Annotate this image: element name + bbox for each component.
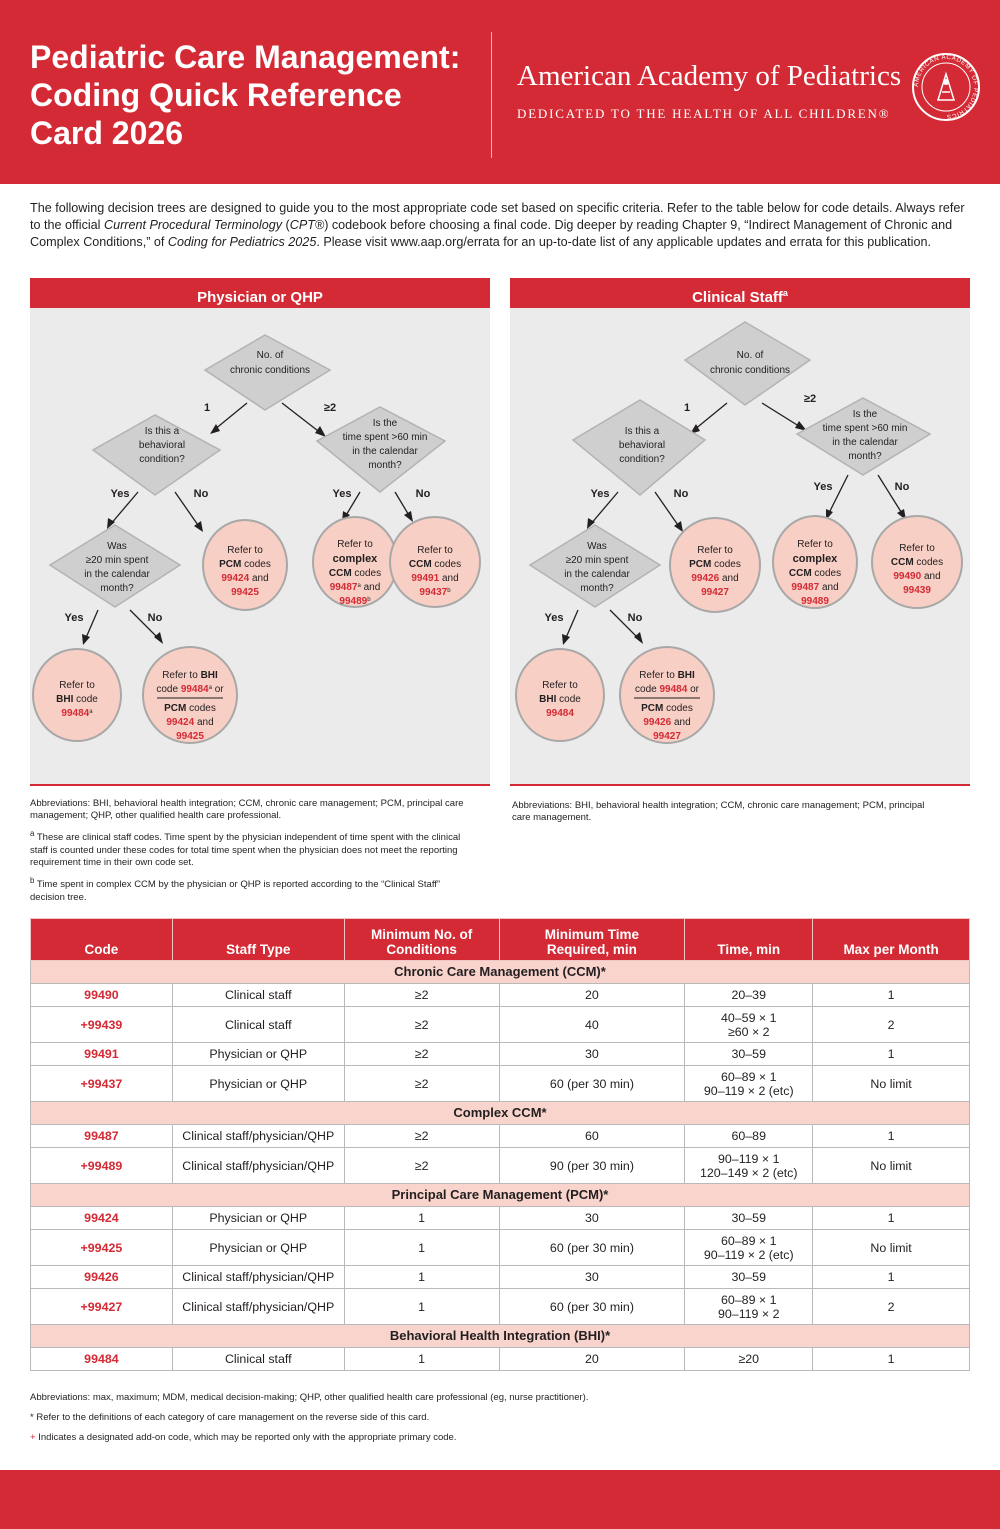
bhi-l3: 99484$^a$ [61, 708, 93, 719]
codes-table [30, 918, 970, 1371]
time60-label-2: time spent >60 min [822, 423, 908, 434]
time-line: 30–59 [731, 1211, 766, 1225]
code-cell: 99491 [31, 1043, 173, 1066]
min-conditions-cell: ≥2 [344, 1043, 499, 1066]
max-per-month-cell: 2 [813, 1289, 970, 1325]
pcm-l1: Refer to [697, 545, 733, 556]
diamond-time20 [530, 525, 660, 607]
time60-label-1: Is the [852, 409, 878, 420]
bhipcm-l3: PCM codes [641, 703, 693, 714]
complex-l5: 99489 [801, 596, 829, 607]
root-label-1: No. of [736, 350, 764, 361]
min-time-cell: 90 (per 30 min) [499, 1148, 685, 1184]
bhipcm-l3: PCM codes [164, 703, 216, 714]
max-per-month-cell: No limit [813, 1230, 970, 1266]
card-title: Pediatric Care Management: Coding Quick Reference Card 2026 [30, 39, 461, 151]
abbrev-note: Abbreviations: BHI, behavioral health integration; CCM, chronic care management; PCM, principal care management. [512, 800, 925, 824]
min-time-cell: 30 [499, 1043, 685, 1066]
col-header-code: Code [31, 919, 173, 961]
time-line: 60–89 × 1 [721, 1069, 777, 1084]
min-conditions-cell: 1 [344, 1348, 499, 1371]
code-cell: 99426 [31, 1266, 173, 1289]
code-cell: +99427 [31, 1289, 173, 1325]
complex-l3: CCM codes [328, 568, 382, 579]
svg-text:AMERICAN ACADEMY OF PEDIATRICS: AMERICAN ACADEMY OF PEDIATRICS [912, 53, 980, 121]
staff-type-cell: Clinical staff/physician/QHP [172, 1125, 344, 1148]
edge-root-to-behavioral [694, 403, 727, 430]
time-line: 30–59 [731, 1270, 766, 1284]
time-cell [685, 1348, 813, 1371]
arrowhead [315, 426, 326, 437]
complex-l1: Refer to [337, 539, 373, 550]
arrowhead [194, 521, 203, 532]
time-line: 90–119 × 2 (etc) [703, 1247, 794, 1262]
arrowhead [82, 634, 90, 645]
table-section-row [31, 1325, 970, 1348]
table-row [31, 1066, 970, 1102]
time-line: 20–39 [731, 988, 766, 1002]
time60-label-4: month? [368, 460, 402, 471]
max-per-month-cell: 2 [813, 1007, 970, 1043]
bhipcm-l5: 99425 [176, 731, 204, 742]
edge-root-to-time60 [762, 403, 802, 428]
time-cell [685, 1148, 813, 1184]
time-line: 40–59 × 1 [721, 1010, 777, 1025]
time-line: ≥60 × 2 [727, 1024, 770, 1039]
arrowhead [154, 632, 163, 644]
complex-l4: 99487$^a$ and [329, 582, 381, 593]
arrowhead [404, 511, 413, 522]
bhipcm-l1: Refer to BHI [639, 670, 695, 681]
min-time-cell: 60 (per 30 min) [499, 1066, 685, 1102]
ccm-l3: 99490 and [893, 571, 941, 582]
min-time-cell: 60 (per 30 min) [499, 1230, 685, 1266]
time60-label-3: in the calendar [352, 446, 418, 457]
time-line: 30–59 [731, 1047, 766, 1061]
diamond-time20 [50, 525, 180, 607]
min-conditions-cell: ≥2 [344, 984, 499, 1007]
table-row [31, 1266, 970, 1289]
table-section-row [31, 961, 970, 984]
max-per-month-cell: 1 [813, 1043, 970, 1066]
bhi-l2: BHI code [539, 694, 581, 705]
ccm-l3: 99491 and [411, 573, 459, 584]
footnote-plus: + Indicates a designated add-on code, which may be reported only with the appropriate primary code. [30, 1432, 457, 1443]
footer-bar [0, 1470, 1000, 1529]
edge-label-yes: Yes [110, 488, 130, 500]
bhipcm-l4: 99424 and [166, 717, 214, 728]
decision-tree-physician [30, 310, 490, 780]
pcm-l4: 99425 [231, 587, 259, 598]
decision-tree-clinical-staff [510, 310, 970, 780]
pcm-l3: 99426 and [691, 573, 739, 584]
intro-paragraph: The following decision trees are designed to guide you to the most appropriate code set based on specific criteria. Refer to the table below for code details. Always refer to the official Current Procedural Terminology (CPT®) codebook before choosing a final code. Dig deeper by reading Chapter 9, “Indirect Management of Chronic and Complex Conditions,” of Coding for Pediatrics 2025. Please visit www.aap.org/errata for an up-to-date list of any applicable updates and errata for this publication. [30, 201, 965, 249]
staff-type-cell: Clinical staff/physician/QHP [172, 1148, 344, 1184]
complex-l2: complex [792, 553, 838, 565]
behavioral-label-2: behavioral [138, 440, 186, 451]
bhipcm-l2: code 99484$^a$ or [156, 684, 224, 695]
max-per-month-cell: 1 [813, 1348, 970, 1371]
max-per-month-cell: 1 [813, 984, 970, 1007]
edge-label-no: No [894, 481, 910, 493]
edge-label-no: No [147, 612, 163, 624]
notes-clinical-staff [512, 800, 932, 830]
time20-label-2: ≥20 min spent [565, 555, 629, 566]
section-title: Chronic Care Management (CCM)* [31, 961, 970, 984]
ccm-l1: Refer to [417, 545, 453, 556]
footnote-a: $^a$ These are clinical staff codes. Time spent by the physician independent of time spent with the clinical staff is counted under these codes for total time spent when the physician does not meet the reporting requirement time in their own code set. [30, 829, 461, 868]
root-label-2: chronic conditions [229, 365, 311, 376]
edge-root-to-behavioral [214, 403, 247, 430]
max-per-month-cell: 1 [813, 1266, 970, 1289]
bhipcm-l5: 99427 [653, 731, 681, 742]
code-cell: 99490 [31, 984, 173, 1007]
time-line: 60–89 [731, 1129, 766, 1143]
abbrev-note: Abbreviations: BHI, behavioral health integration; CCM, chronic care management; PCM, principal care management; QHP, other qualified health care professional. [30, 798, 464, 822]
circle-bhi-or-pcm [620, 647, 714, 743]
staff-type-cell: Clinical staff/physician/QHP [172, 1289, 344, 1325]
complex-l3: CCM codes [788, 568, 842, 579]
org-tagline: DEDICATED TO THE HEALTH OF ALL CHILDREN® [517, 106, 891, 121]
time20-label-1: Was [107, 541, 127, 552]
time60-label-3: in the calendar [832, 437, 898, 448]
ccm-l4: 99437$^b$ [419, 587, 451, 598]
time-cell [685, 1066, 813, 1102]
code-cell: +99437 [31, 1066, 173, 1102]
time60-label-4: month? [848, 451, 882, 462]
section-title: Behavioral Health Integration (BHI)* [31, 1325, 970, 1348]
min-conditions-cell: 1 [344, 1266, 499, 1289]
table-row [31, 1207, 970, 1230]
edge-label-yes: Yes [544, 612, 564, 624]
complex-l1: Refer to [797, 539, 833, 550]
code-cell: 99484 [31, 1348, 173, 1371]
code-cell: 99424 [31, 1207, 173, 1230]
table-row [31, 1230, 970, 1266]
staff-type-cell: Physician or QHP [172, 1230, 344, 1266]
edge-time20-yes [85, 610, 98, 640]
col-header-max: Max per Month [813, 919, 970, 961]
time-cell [685, 1007, 813, 1043]
min-conditions-cell: ≥2 [344, 1007, 499, 1043]
code-cell: +99439 [31, 1007, 173, 1043]
pcm-l4: 99427 [701, 587, 729, 598]
panel-title-clinical-staff: Clinical Staff$^a$ [510, 278, 970, 308]
bhi-l2: BHI code [56, 694, 98, 705]
min-conditions-cell: ≥2 [344, 1148, 499, 1184]
edge-root-to-time60 [282, 403, 322, 434]
table-row [31, 1007, 970, 1043]
min-time-cell: 60 (per 30 min) [499, 1289, 685, 1325]
min-time-cell: 40 [499, 1007, 685, 1043]
edge-label-yes: Yes [64, 612, 84, 624]
notes-physician [30, 798, 475, 910]
max-per-month-cell: No limit [813, 1148, 970, 1184]
code-cell: +99425 [31, 1230, 173, 1266]
min-time-cell: 60 [499, 1125, 685, 1148]
org-name: American Academy of Pediatrics [517, 60, 902, 92]
behavioral-label-2: behavioral [618, 440, 666, 451]
min-conditions-cell: 1 [344, 1207, 499, 1230]
bhi-l1: Refer to [542, 680, 578, 691]
table-header-row [31, 919, 970, 961]
time-cell [685, 984, 813, 1007]
circle-bhi-or-pcm [143, 647, 237, 743]
col-header-staff-type: Staff Type [172, 919, 344, 961]
time-cell [685, 1289, 813, 1325]
diamond-root [685, 322, 810, 405]
col-header-time: Time, min [685, 919, 813, 961]
time20-label-3: in the calendar [564, 569, 630, 580]
abbrev-note: Abbreviations: max, maximum; MDM, medical decision-making; QHP, other qualified health care professional (eg, nurse practitioner). [30, 1392, 589, 1403]
root-label-1: No. of [256, 350, 284, 361]
table-row [31, 984, 970, 1007]
col-header-min-time: Minimum Time Required, min [499, 919, 685, 961]
min-conditions-cell: 1 [344, 1230, 499, 1266]
table-row [31, 1148, 970, 1184]
time-cell [685, 1125, 813, 1148]
complex-l5: 99489$^b$ [339, 596, 371, 607]
bhipcm-l1: Refer to BHI [162, 670, 218, 681]
time20-label-2: ≥20 min spent [85, 555, 149, 566]
edge-label-no: No [627, 612, 643, 624]
staff-type-cell: Physician or QHP [172, 1207, 344, 1230]
time-cell [685, 1230, 813, 1266]
min-time-cell: 30 [499, 1207, 685, 1230]
bhi-l3: 99484 [546, 708, 574, 719]
ccm-l2: CCM codes [890, 557, 944, 568]
edge-time20-yes [565, 610, 578, 640]
bhipcm-l2: code 99484 or [635, 684, 699, 695]
time20-label-4: month? [580, 583, 614, 594]
time-line: ≥20 [738, 1352, 760, 1366]
root-label-2: chronic conditions [709, 365, 791, 376]
table-row [31, 1348, 970, 1371]
time20-label-3: in the calendar [84, 569, 150, 580]
time60-label-1: Is the [372, 418, 398, 429]
time-cell [685, 1266, 813, 1289]
edge-label-yes: Yes [332, 488, 352, 500]
pcm-l1: Refer to [227, 545, 263, 556]
section-title: Principal Care Management (PCM)* [31, 1184, 970, 1207]
edge-label-no: No [673, 488, 689, 500]
table-footnotes [30, 1392, 970, 1452]
time-line: 90–119 × 2 [718, 1306, 780, 1321]
pcm-l2: PCM codes [219, 559, 271, 570]
time60-label-2: time spent >60 min [342, 432, 428, 443]
edge-label-yes: Yes [590, 488, 610, 500]
time-line: 90–119 × 1 [718, 1151, 780, 1166]
min-conditions-cell: ≥2 [344, 1125, 499, 1148]
complex-l2: complex [332, 553, 378, 565]
aap-seal-icon [911, 52, 981, 122]
arrowhead [634, 632, 643, 644]
table-row [31, 1043, 970, 1066]
staff-type-cell: Clinical staff [172, 1007, 344, 1043]
time-line: 60–89 × 1 [721, 1292, 777, 1307]
behavioral-label-3: condition? [139, 454, 185, 465]
arrowhead [562, 634, 570, 645]
footnote-star: * Refer to the definitions of each category of care management on the reverse side of this card. [30, 1412, 430, 1423]
section-title: Complex CCM* [31, 1102, 970, 1125]
behavioral-label-3: condition? [619, 454, 665, 465]
edge-label-1: 1 [683, 402, 691, 414]
max-per-month-cell: No limit [813, 1066, 970, 1102]
staff-type-cell: Clinical staff [172, 1348, 344, 1371]
ccm-l1: Refer to [899, 543, 935, 554]
code-cell: +99489 [31, 1148, 173, 1184]
pcm-l3: 99424 and [221, 573, 269, 584]
time-line: 60–89 × 1 [721, 1233, 777, 1248]
arrowhead [674, 521, 683, 532]
behavioral-label-1: Is this a [624, 426, 660, 437]
staff-type-cell: Clinical staff/physician/QHP [172, 1266, 344, 1289]
code-cell: 99487 [31, 1125, 173, 1148]
staff-type-cell: Physician or QHP [172, 1043, 344, 1066]
edge-label-2: ≥2 [803, 393, 817, 405]
max-per-month-cell: 1 [813, 1207, 970, 1230]
bhipcm-l4: 99426 and [643, 717, 691, 728]
bhi-l1: Refer to [59, 680, 95, 691]
min-conditions-cell: 1 [344, 1289, 499, 1325]
min-time-cell: 20 [499, 1348, 685, 1371]
min-time-cell: 20 [499, 984, 685, 1007]
edge-label-yes: Yes [813, 481, 833, 493]
header-divider [491, 32, 492, 158]
edge-label-no: No [193, 488, 209, 500]
min-time-cell: 30 [499, 1266, 685, 1289]
footnote-b: $^b$ Time spent in complex CCM by the physician or QHP is reported according to the “Clinical Staff” decision tree. [30, 876, 441, 903]
edge-label-no: No [415, 488, 431, 500]
edge-label-1: 1 [203, 402, 211, 414]
table-row [31, 1125, 970, 1148]
min-conditions-cell: ≥2 [344, 1066, 499, 1102]
time20-label-4: month? [100, 583, 134, 594]
ccm-l4: 99439 [903, 585, 931, 596]
table-section-row [31, 1102, 970, 1125]
behavioral-label-1: Is this a [144, 426, 180, 437]
time20-label-1: Was [587, 541, 607, 552]
time-cell [685, 1043, 813, 1066]
ccm-l2: CCM codes [408, 559, 462, 570]
time-line: 90–119 × 2 (etc) [703, 1083, 794, 1098]
time-cell [685, 1207, 813, 1230]
table-section-row [31, 1184, 970, 1207]
staff-type-cell: Physician or QHP [172, 1066, 344, 1102]
complex-l4: 99487 and [791, 582, 839, 593]
col-header-min-conditions: Minimum No. of Conditions [344, 919, 499, 961]
header-banner [0, 0, 1000, 184]
panel-title-physician: Physician or QHP [30, 278, 490, 308]
staff-type-cell: Clinical staff [172, 984, 344, 1007]
table-row [31, 1289, 970, 1325]
time-line: 120–149 × 2 (etc) [700, 1165, 798, 1180]
max-per-month-cell: 1 [813, 1125, 970, 1148]
pcm-l2: PCM codes [689, 559, 741, 570]
edge-label-2: ≥2 [323, 402, 337, 414]
